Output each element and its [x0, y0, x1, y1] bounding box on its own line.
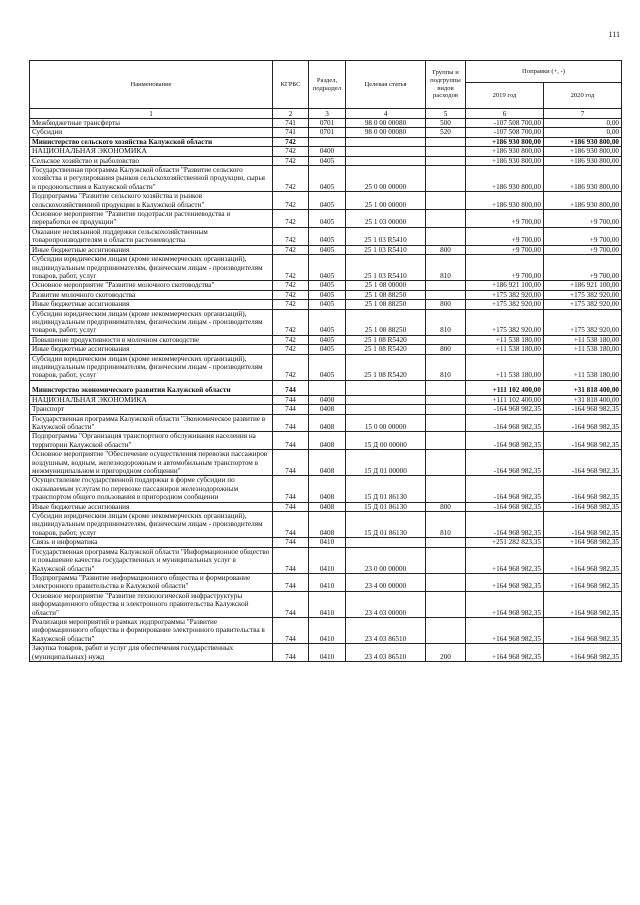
table-row — [30, 512, 622, 538]
cell-amount-2020: +164 968 982,35 — [544, 591, 622, 617]
table-row — [30, 128, 622, 137]
cell-target: 25 0 00 00000 — [346, 166, 426, 192]
cell-group — [426, 538, 466, 547]
cell-amount-2019: +11 538 180,00 — [466, 335, 544, 344]
cell-amount-2019: -164 968 982,35 — [466, 450, 544, 476]
cell-group — [426, 617, 466, 643]
cell-name: Подпрограмма "Развитие информационного общества и формирование электронного правительства в Калужской области" — [30, 573, 273, 591]
cell-amount-2019: +111 102 400,00 — [466, 380, 544, 395]
cell-name: Государственная программа Калужской области "Экономическое развитие в Калужской области" — [30, 414, 273, 432]
cell-krbs: 744 — [273, 414, 309, 432]
cell-krbs: 741 — [273, 119, 309, 128]
cell-group — [426, 192, 466, 210]
cell-name: Подпрограмма "Развитие сельского хозяйства и рынков сельскохозяйственной продукции в Калужской области" — [30, 192, 273, 210]
table-row — [30, 245, 622, 254]
cell-amount-2020: +175 382 920,00 — [544, 300, 622, 309]
cell-group — [426, 156, 466, 165]
cell-group — [426, 210, 466, 228]
cell-group — [426, 335, 466, 344]
cell-amount-2020: -164 968 982,35 — [544, 450, 622, 476]
page-number: 111 — [608, 30, 620, 39]
cell-group — [426, 395, 466, 404]
cell-target: 23 4 03 00000 — [346, 591, 426, 617]
cell-krbs: 744 — [273, 547, 309, 573]
cell-group — [426, 414, 466, 432]
cell-section: 0408 — [309, 476, 346, 502]
cell-amount-2020: +186 930 800,00 — [544, 147, 622, 156]
cell-target: 98 0 00 00080 — [346, 119, 426, 128]
cell-amount-2020: +9 700,00 — [544, 255, 622, 281]
cell-amount-2019: -164 968 982,35 — [466, 432, 544, 450]
cell-group: 810 — [426, 354, 466, 380]
cell-section: 0405 — [309, 156, 346, 165]
cell-group: 810 — [426, 309, 466, 335]
cell-name: Сельское хозяйство и рыболовство — [30, 156, 273, 165]
table-row — [30, 335, 622, 344]
cell-amount-2019: +164 968 982,35 — [466, 591, 544, 617]
cell-amount-2019: +186 930 800,00 — [466, 192, 544, 210]
cell-name: Министерство экономического развития Калужской области — [30, 380, 273, 395]
cell-section — [309, 380, 346, 395]
header-section: Раздел, подраздел — [309, 61, 346, 109]
cell-section: 0405 — [309, 227, 346, 245]
column-number: 4 — [346, 109, 426, 119]
table-row — [30, 502, 622, 511]
cell-amount-2019: +164 968 982,35 — [466, 617, 544, 643]
cell-amount-2020: -164 968 982,35 — [544, 512, 622, 538]
table-row — [30, 156, 622, 165]
cell-krbs: 744 — [273, 591, 309, 617]
cell-section: 0400 — [309, 147, 346, 156]
cell-amount-2020: +11 538 180,00 — [544, 335, 622, 344]
cell-amount-2019: -164 968 982,35 — [466, 512, 544, 538]
cell-group: 520 — [426, 128, 466, 137]
table-row — [30, 380, 622, 395]
cell-name: Межбюджетные трансферты — [30, 119, 273, 128]
table-row — [30, 591, 622, 617]
cell-amount-2020: -164 968 982,35 — [544, 502, 622, 511]
cell-krbs: 742 — [273, 192, 309, 210]
cell-amount-2020: +186 930 800,00 — [544, 156, 622, 165]
cell-amount-2020: +11 538 180,00 — [544, 345, 622, 354]
cell-group: 810 — [426, 512, 466, 538]
cell-group — [426, 547, 466, 573]
cell-target: 25 1 03 00000 — [346, 210, 426, 228]
cell-section: 0405 — [309, 166, 346, 192]
cell-target — [346, 156, 426, 165]
cell-amount-2019: -164 968 982,35 — [466, 502, 544, 511]
table-row — [30, 227, 622, 245]
cell-krbs: 744 — [273, 644, 309, 662]
cell-name: Развитие молочного скотоводства — [30, 290, 273, 299]
table-row — [30, 538, 622, 547]
cell-target: 15 Д 01 86130 — [346, 502, 426, 511]
cell-section: 0410 — [309, 547, 346, 573]
cell-amount-2020: +186 930 800,00 — [544, 192, 622, 210]
cell-amount-2019: -164 968 982,35 — [466, 405, 544, 414]
cell-amount-2020: +164 968 982,35 — [544, 547, 622, 573]
cell-amount-2019: +164 968 982,35 — [466, 573, 544, 591]
cell-group — [426, 147, 466, 156]
cell-section: 0410 — [309, 573, 346, 591]
cell-amount-2019: +186 930 800,00 — [466, 137, 544, 146]
cell-amount-2020: 0,00 — [544, 119, 622, 128]
cell-target: 23 4 03 86510 — [346, 617, 426, 643]
cell-section: 0405 — [309, 354, 346, 380]
cell-amount-2020: +175 382 920,00 — [544, 309, 622, 335]
cell-target — [346, 137, 426, 146]
cell-group — [426, 227, 466, 245]
header-krbs: КГРБС — [273, 61, 309, 109]
cell-name: Оказание несвязанной поддержки сельскохозяйственным товаропроизводителям в области растениеводства — [30, 227, 273, 245]
cell-krbs: 742 — [273, 281, 309, 290]
cell-krbs: 742 — [273, 147, 309, 156]
cell-section: 0408 — [309, 432, 346, 450]
cell-name: Субсидии юридическим лицам (кроме некоммерческих организаций), индивидуальным предпринимателям, физическим лицам - производителям товаров, работ, услуг — [30, 309, 273, 335]
table-row — [30, 309, 622, 335]
cell-section: 0408 — [309, 450, 346, 476]
table-row — [30, 192, 622, 210]
cell-target: 25 1 08 R5420 — [346, 335, 426, 344]
cell-target: 15 Д 01 86130 — [346, 476, 426, 502]
cell-name: Реализация мероприятий в рамках подпрограммы "Развитие информационного общества и формирование электронного правительства в Калужской области" — [30, 617, 273, 643]
cell-target: 98 0 00 00080 — [346, 128, 426, 137]
cell-krbs: 744 — [273, 395, 309, 404]
cell-name: Закупка товаров, работ и услуг для обеспечения государственных (муниципальных) нужд — [30, 644, 273, 662]
cell-group: 810 — [426, 255, 466, 281]
cell-section: 0405 — [309, 245, 346, 254]
cell-amount-2020: +186 921 100,00 — [544, 281, 622, 290]
cell-name: Субсидии юридическим лицам (кроме некоммерческих организаций), индивидуальным предпринимателям, физическим лицам - производителям товаров, работ, услуг — [30, 255, 273, 281]
cell-section: 0410 — [309, 591, 346, 617]
cell-name: Субсидии — [30, 128, 273, 137]
cell-amount-2020: -164 968 982,35 — [544, 405, 622, 414]
cell-target: 25 1 03 R5410 — [346, 227, 426, 245]
table-row — [30, 300, 622, 309]
header-group: Группы и подгруппы видов расходов — [426, 61, 466, 109]
cell-section: 0410 — [309, 644, 346, 662]
cell-target: 25 1 03 R5410 — [346, 245, 426, 254]
cell-section: 0405 — [309, 210, 346, 228]
cell-group — [426, 476, 466, 502]
cell-section: 0400 — [309, 395, 346, 404]
budget-amendments-table — [29, 60, 622, 662]
cell-group — [426, 166, 466, 192]
column-number-row — [30, 109, 622, 119]
cell-name: Транспорт — [30, 405, 273, 414]
cell-section: 0408 — [309, 512, 346, 538]
cell-group — [426, 405, 466, 414]
cell-target: 25 1 08 00000 — [346, 281, 426, 290]
cell-krbs: 742 — [273, 345, 309, 354]
header-name: Наименование — [30, 61, 273, 109]
cell-krbs: 742 — [273, 227, 309, 245]
cell-amount-2020: -164 968 982,35 — [544, 476, 622, 502]
column-number: 5 — [426, 109, 466, 119]
cell-amount-2019: +164 968 982,35 — [466, 547, 544, 573]
cell-group — [426, 591, 466, 617]
cell-krbs: 744 — [273, 380, 309, 395]
cell-amount-2019: +9 700,00 — [466, 255, 544, 281]
cell-krbs: 744 — [273, 450, 309, 476]
cell-target — [346, 538, 426, 547]
cell-name: Основное мероприятие "Развитие технологической инфраструктуры информационного общества и электронного правительства Калужской области" — [30, 591, 273, 617]
cell-amount-2019: +11 538 180,00 — [466, 345, 544, 354]
cell-name: Иные бюджетные ассигнования — [30, 300, 273, 309]
cell-group: 200 — [426, 644, 466, 662]
cell-amount-2020: +164 968 982,35 — [544, 644, 622, 662]
cell-amount-2019: +251 282 823,35 — [466, 538, 544, 547]
cell-group — [426, 432, 466, 450]
cell-section: 0405 — [309, 192, 346, 210]
cell-target: 25 1 00 00000 — [346, 192, 426, 210]
cell-amount-2019: +9 700,00 — [466, 245, 544, 254]
table-row — [30, 290, 622, 299]
table-row — [30, 210, 622, 228]
cell-name: Основное мероприятие "Развитие подотрасли растениеводства и переработки ее продукции" — [30, 210, 273, 228]
cell-amount-2019: +186 930 800,00 — [466, 156, 544, 165]
cell-section: 0701 — [309, 119, 346, 128]
cell-krbs: 744 — [273, 476, 309, 502]
cell-krbs: 744 — [273, 573, 309, 591]
table-row — [30, 354, 622, 380]
cell-amount-2020: +164 968 982,35 — [544, 617, 622, 643]
cell-group — [426, 573, 466, 591]
cell-group: 500 — [426, 119, 466, 128]
cell-krbs: 744 — [273, 432, 309, 450]
cell-amount-2020: +31 818 400,00 — [544, 395, 622, 404]
cell-section: 0408 — [309, 502, 346, 511]
cell-target: 15 Д 01 00000 — [346, 450, 426, 476]
cell-amount-2019: +186 921 100,00 — [466, 281, 544, 290]
cell-section: 0408 — [309, 405, 346, 414]
table-row — [30, 166, 622, 192]
cell-amount-2019: +11 538 180,00 — [466, 354, 544, 380]
cell-target: 23 0 00 00000 — [346, 547, 426, 573]
cell-name: Государственная программа Калужской области "Развитие сельского хозяйства и регулирования рынков сельскохозяйственной продукции, сырья и продовольствия в Калужской области" — [30, 166, 273, 192]
table-row — [30, 547, 622, 573]
table-row — [30, 255, 622, 281]
cell-name: Иные бюджетные ассигнования — [30, 345, 273, 354]
header-amendments: Поправки (+, -) — [466, 61, 622, 83]
cell-krbs: 744 — [273, 512, 309, 538]
cell-section: 0405 — [309, 281, 346, 290]
cell-section — [309, 137, 346, 146]
cell-amount-2020: +175 382 920,00 — [544, 290, 622, 299]
cell-group: 800 — [426, 502, 466, 511]
cell-target: 15 0 00 00000 — [346, 414, 426, 432]
cell-amount-2020: +164 968 982,35 — [544, 538, 622, 547]
cell-name: НАЦИОНАЛЬНАЯ ЭКОНОМИКА — [30, 395, 273, 404]
table-row — [30, 476, 622, 502]
cell-amount-2019: -164 968 982,35 — [466, 414, 544, 432]
table-row — [30, 137, 622, 146]
cell-group — [426, 137, 466, 146]
cell-name: Министерство сельского хозяйства Калужской области — [30, 137, 273, 146]
column-number: 1 — [30, 109, 273, 119]
column-number: 2 — [273, 109, 309, 119]
cell-section: 0405 — [309, 290, 346, 299]
table-body — [30, 119, 622, 662]
cell-amount-2019: +175 382 920,00 — [466, 300, 544, 309]
cell-amount-2020: +9 700,00 — [544, 227, 622, 245]
cell-krbs: 742 — [273, 354, 309, 380]
cell-krbs: 742 — [273, 335, 309, 344]
cell-target: 15 Д 00 00000 — [346, 432, 426, 450]
cell-name: Субсидии юридическим лицам (кроме некоммерческих организаций), индивидуальным предпринимателям, физическим лицам - производителям товаров, работ, услуг — [30, 354, 273, 380]
table-row — [30, 450, 622, 476]
cell-amount-2020: -164 968 982,35 — [544, 414, 622, 432]
cell-section: 0410 — [309, 538, 346, 547]
cell-target: 25 1 08 88250 — [346, 300, 426, 309]
cell-amount-2019: +186 930 800,00 — [466, 166, 544, 192]
cell-krbs: 744 — [273, 405, 309, 414]
cell-target — [346, 395, 426, 404]
cell-section: 0410 — [309, 617, 346, 643]
table-row — [30, 573, 622, 591]
cell-amount-2019: +175 382 920,00 — [466, 290, 544, 299]
cell-krbs: 742 — [273, 309, 309, 335]
cell-name: Основное мероприятие "Развитие молочного скотоводства" — [30, 281, 273, 290]
cell-name: Иные бюджетные ассигнования — [30, 502, 273, 511]
cell-krbs: 742 — [273, 137, 309, 146]
cell-target — [346, 147, 426, 156]
cell-target: 25 1 08 R5420 — [346, 354, 426, 380]
cell-krbs: 744 — [273, 538, 309, 547]
cell-name: Основное мероприятие "Обеспечение осуществления перевозки пассажиров воздушным, водным, железнодорожным и автомобильным транспортом в межмуниципальном и пригородном сообщении" — [30, 450, 273, 476]
table-row — [30, 119, 622, 128]
column-number: 7 — [544, 109, 622, 119]
cell-name: Осуществление государственной поддержки в форме субсидии по оказываемым услугам по перевозке пассажиров железнодорожным транспортом общего пользования в пригородном сообщении — [30, 476, 273, 502]
cell-target: 25 1 08 88250 — [346, 309, 426, 335]
table-row — [30, 345, 622, 354]
header-year-2019: 2019 год — [466, 83, 544, 109]
cell-target: 23 4 00 00000 — [346, 573, 426, 591]
cell-name: Подпрограмма "Организация транспортного обслуживания населения на территории Калужской области" — [30, 432, 273, 450]
cell-name: Государственная программа Калужской области "Информационное общество и повышение качества государственных и муниципальных услуг в Калужской области" — [30, 547, 273, 573]
cell-group — [426, 450, 466, 476]
cell-krbs: 742 — [273, 210, 309, 228]
cell-target: 25 1 08 88250 — [346, 290, 426, 299]
cell-section: 0405 — [309, 335, 346, 344]
cell-name: Связь и информатика — [30, 538, 273, 547]
cell-section: 0701 — [309, 128, 346, 137]
cell-krbs: 742 — [273, 166, 309, 192]
table-row — [30, 414, 622, 432]
header-target: Целевая статья — [346, 61, 426, 109]
cell-amount-2019: -107 508 700,00 — [466, 128, 544, 137]
table-row — [30, 617, 622, 643]
cell-group: 800 — [426, 245, 466, 254]
cell-target: 25 1 08 R5420 — [346, 345, 426, 354]
cell-amount-2019: +9 700,00 — [466, 210, 544, 228]
column-number: 3 — [309, 109, 346, 119]
cell-section: 0405 — [309, 309, 346, 335]
cell-amount-2019: +111 102 400,00 — [466, 395, 544, 404]
table-row — [30, 405, 622, 414]
cell-krbs: 741 — [273, 128, 309, 137]
cell-section: 0405 — [309, 300, 346, 309]
cell-krbs: 742 — [273, 255, 309, 281]
header-year-2020: 2020 год — [544, 83, 622, 109]
column-number: 6 — [466, 109, 544, 119]
cell-amount-2020: +164 968 982,35 — [544, 573, 622, 591]
cell-name: НАЦИОНАЛЬНАЯ ЭКОНОМИКА — [30, 147, 273, 156]
cell-section: 0408 — [309, 414, 346, 432]
cell-target: 23 4 03 86510 — [346, 644, 426, 662]
cell-section: 0405 — [309, 255, 346, 281]
cell-krbs: 742 — [273, 156, 309, 165]
cell-krbs: 742 — [273, 290, 309, 299]
cell-amount-2019: +9 700,00 — [466, 227, 544, 245]
cell-amount-2020: 0,00 — [544, 128, 622, 137]
table-row — [30, 147, 622, 156]
cell-group — [426, 380, 466, 395]
cell-krbs: 742 — [273, 245, 309, 254]
cell-name: Субсидии юридическим лицам (кроме некоммерческих организаций), индивидуальным предпринимателям, физическим лицам - производителям товаров, работ, услуг — [30, 512, 273, 538]
table-row — [30, 644, 622, 662]
cell-amount-2020: +9 700,00 — [544, 210, 622, 228]
table-row — [30, 281, 622, 290]
cell-group — [426, 290, 466, 299]
cell-amount-2019: +175 382 920,00 — [466, 309, 544, 335]
cell-amount-2020: +31 818 400,00 — [544, 380, 622, 395]
cell-target — [346, 405, 426, 414]
cell-amount-2020: +186 930 800,00 — [544, 137, 622, 146]
cell-amount-2019: +164 968 982,35 — [466, 644, 544, 662]
cell-krbs: 744 — [273, 502, 309, 511]
cell-amount-2020: -164 968 982,35 — [544, 432, 622, 450]
table-row — [30, 395, 622, 404]
cell-amount-2020: +186 930 800,00 — [544, 166, 622, 192]
cell-target: 25 1 03 R5410 — [346, 255, 426, 281]
cell-krbs: 742 — [273, 300, 309, 309]
table-row — [30, 432, 622, 450]
cell-name: Иные бюджетные ассигнования — [30, 245, 273, 254]
cell-name: Повышение продуктивности в молочном скотоводстве — [30, 335, 273, 344]
cell-amount-2019: -164 968 982,35 — [466, 476, 544, 502]
cell-group: 800 — [426, 300, 466, 309]
cell-amount-2020: +11 538 180,00 — [544, 354, 622, 380]
cell-krbs: 744 — [273, 617, 309, 643]
cell-amount-2020: +9 700,00 — [544, 245, 622, 254]
cell-section: 0405 — [309, 345, 346, 354]
cell-target — [346, 380, 426, 395]
cell-amount-2019: +186 930 800,00 — [466, 147, 544, 156]
cell-target: 15 Д 01 86130 — [346, 512, 426, 538]
cell-amount-2019: -107 508 700,00 — [466, 119, 544, 128]
cell-group — [426, 281, 466, 290]
cell-group: 800 — [426, 345, 466, 354]
